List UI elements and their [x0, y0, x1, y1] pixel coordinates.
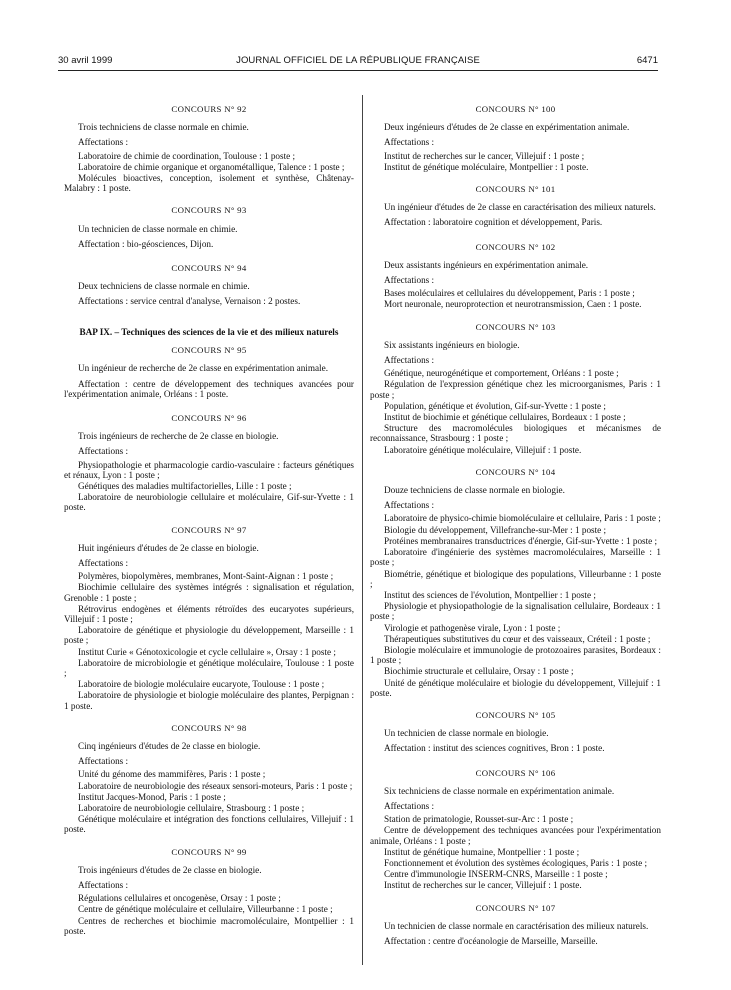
concours-intro: Un technicien de classe normale en chimie. — [78, 223, 238, 234]
affectation-line: Laboratoire génétique moléculaire, Villejuif : 1 poste. — [384, 444, 582, 455]
affectation-line: Structure des macromolécules biologiques et mécanismes de reconnaissance, Strasbourg : 1 poste ; — [370, 423, 661, 444]
affectation-line: Régulations cellulaires et oncogenèse, Orsay : 1 poste ; — [78, 893, 281, 904]
block-spacer — [64, 310, 354, 321]
concours-intro: Douze techniciens de classe normale en biologie. — [384, 485, 565, 496]
affectation-line: Laboratoire de microbiologie et génétique moléculaire, Toulouse : 1 poste ; — [64, 657, 354, 679]
concours-affectation: Affectations : — [384, 275, 435, 286]
affectation-line: Protéines membranaires transductrices d'énergie, Gif-sur-Yvette : 1 poste ; — [384, 535, 658, 546]
affectation-line: Unité du génome des mammifères, Paris : 1 poste ; — [78, 769, 266, 780]
affectation-line: Station de primatologie, Rousset-sur-Arc : 1 poste ; — [384, 814, 574, 825]
affectation-line: Institut de recherches sur le cancer, Villejuif : 1 poste. — [384, 880, 582, 891]
concours-title: CONCOURS N° 105 — [475, 709, 556, 720]
affectation-line: Fonctionnement et évolution des systèmes écologiques, Paris : 1 poste ; — [384, 857, 648, 868]
affectation-line: Physiologie et physiopathologie de la signalisation cellulaire, Bordeaux : 1 poste ; — [370, 601, 661, 622]
concours-block — [64, 723, 354, 835]
concours-title: CONCOURS N° 103 — [475, 321, 556, 332]
affectation-line: Bases moléculaires et cellulaires du développement, Paris : 1 poste ; — [384, 288, 635, 299]
concours-block — [370, 710, 661, 754]
affectation-line: Rétrovirus endogènes et éléments rétroïdes des eucaryotes supérieurs, Villejuif : 1 poste ; — [64, 603, 354, 624]
concours-intro: Deux ingénieurs d'études de 2e classe en expérimentation animale. — [384, 122, 630, 133]
concours-intro: Un technicien de classe normale en caractérisation des milieux naturels. — [384, 920, 649, 931]
concours-block — [64, 263, 354, 307]
affectation-line: Laboratoire de physico-chimie biomoléculaire et cellulaire, Paris : 1 poste ; — [384, 513, 661, 524]
concours-intro: Deux techniciens de classe normale en chimie. — [78, 281, 250, 292]
concours-block — [64, 413, 354, 513]
concours-intro: Six assistants ingénieurs en biologie. — [384, 339, 520, 350]
concours-title: CONCOURS N° 104 — [475, 466, 556, 477]
concours-intro: Un ingénieur de recherche de 2e classe en expérimentation animale. — [78, 363, 328, 374]
concours-block — [64, 847, 354, 936]
affectation-line: Unité de génétique moléculaire et biologie du développement, Villejuif : 1 poste. — [370, 677, 661, 698]
concours-affectation: Affectations : — [78, 137, 129, 148]
concours-title: CONCOURS N° 95 — [171, 345, 247, 356]
concours-intro: Un technicien de classe normale en biologie. — [384, 728, 549, 739]
concours-title: CONCOURS N° 94 — [171, 263, 247, 274]
block-spacer — [64, 712, 354, 723]
block-spacer — [370, 231, 661, 242]
header-date: 30 avril 1999 — [58, 55, 113, 66]
block-spacer — [370, 949, 661, 960]
concours-affectation: Affectation : institut des sciences cognitives, Bron : 1 poste. — [384, 743, 605, 754]
affectation-line: Centre d'immunologie INSERM-CNRS, Marseille : 1 poste ; — [384, 869, 608, 880]
affectation-line: Laboratoire de génétique et physiologie du développement, Marseille : 1 poste ; — [64, 625, 354, 646]
affectation-line: Génétiques des maladies multifactorielles, Lille : 1 poste ; — [78, 480, 292, 491]
block-spacer — [370, 892, 661, 903]
block-spacer — [64, 402, 354, 413]
concours-intro: Cinq ingénieurs d'études de 2e classe en biologie. — [78, 741, 261, 752]
affectation-line: Laboratoire de neurobiologie cellulaire et moléculaire, Gif-sur-Yvette : 1 poste. — [64, 492, 354, 513]
concours-affectation: Affectation : laboratoire cognition et développement, Paris. — [384, 217, 603, 228]
concours-block — [64, 345, 354, 399]
concours-affectation: Affectations : — [78, 557, 129, 568]
concours-block — [370, 104, 661, 172]
affectation-line: Institut Curie « Génotoxicologie et cycle cellulaire », Orsay : 1 poste ; — [78, 646, 336, 657]
affectation-line: Population, génétique et évolution, Gif-sur-Yvette : 1 poste ; — [384, 400, 606, 411]
concours-title: CONCOURS N° 97 — [171, 524, 247, 535]
affectation-line: Polymères, biopolymères, membranes, Mont-Saint-Aignan : 1 poste ; — [78, 571, 334, 582]
concours-affectation: Affectations : — [384, 500, 435, 511]
concours-block — [64, 525, 354, 711]
concours-intro: Trois ingénieurs d'études de 2e classe en biologie. — [78, 864, 262, 875]
concours-block — [370, 903, 661, 947]
affectation-line: Laboratoire de physiologie et biologie moléculaire des plantes, Perpignan : 1 poste. — [64, 690, 354, 711]
concours-title: CONCOURS N° 92 — [171, 104, 247, 114]
affectation-line: Laboratoire de chimie de coordination, Toulouse : 1 poste ; — [78, 150, 296, 161]
concours-affectation: Affectation : centre d'océanologie de Marseille, Marseille. — [384, 935, 598, 946]
concours-title: CONCOURS N° 107 — [475, 902, 556, 913]
concours-block — [370, 768, 661, 891]
affectation-line: Laboratoire de neurobiologie cellulaire, Strasbourg : 1 poste ; — [78, 803, 305, 814]
affectation-line: Thérapeutiques substitutives du cœur et des vaisseaux, Créteil : 1 poste ; — [384, 633, 651, 644]
concours-intro: Deux assistants ingénieurs en expérimentation animale. — [384, 259, 589, 270]
block-spacer — [64, 514, 354, 525]
affectation-line: Institut Jacques-Monod, Paris : 1 poste ; — [78, 791, 226, 802]
affectation-line: Génétique moléculaire et intégration des fonctions cellulaires, Villejuif : 1 poste. — [64, 814, 354, 835]
affectation-line: Virologie et pathogenèse virale, Lyon : 1 poste ; — [384, 622, 561, 633]
affectation-line: Centre de développement des techniques avancées pour l'expérimentation animale, Orléans : 1 poste ; — [370, 825, 661, 846]
affectation-line: Génétique, neurogénétique et comportement, Orléans : 1 poste ; — [384, 368, 619, 379]
concours-title: CONCOURS N° 99 — [171, 846, 247, 857]
concours-title: CONCOURS N° 100 — [475, 104, 556, 114]
affectation-line: Biologie moléculaire et immunologie de protozoaires parasites, Bordeaux : 1 poste ; — [370, 644, 661, 666]
block-spacer — [370, 311, 661, 322]
concours-intro: Un ingénieur d'études de 2e classe en caractérisation des milieux naturels. — [384, 202, 656, 213]
affectation-line: Institut de biochimie et génétique cellulaires, Bordeaux : 1 poste ; — [384, 412, 626, 423]
block-spacer — [64, 252, 354, 263]
concours-affectation: Affectations : — [384, 137, 435, 148]
journal-title: JOURNAL OFFICIEL DE LA RÉPUBLIQUE FRANÇAISE — [236, 55, 480, 66]
affectation-line: Mort neuronale, neuroprotection et neurotransmission, Caen : 1 poste. — [384, 299, 642, 310]
affectation-line: Biochimie structurale et cellulaire, Orsay : 1 poste ; — [384, 666, 574, 677]
concours-title: CONCOURS N° 101 — [475, 184, 556, 195]
concours-title: CONCOURS N° 98 — [171, 722, 247, 733]
affectation-line: Laboratoire de biologie moléculaire eucaryote, Toulouse : 1 poste ; — [78, 679, 325, 690]
header-rule — [58, 70, 658, 71]
right-column — [370, 104, 661, 960]
affectation-line: Institut de recherches sur le cancer, Villejuif : 1 poste ; — [384, 150, 585, 161]
affectation-line: Institut de génétique humaine, Montpellier : 1 poste ; — [384, 846, 580, 857]
block-spacer — [64, 937, 354, 948]
concours-title: CONCOURS N° 106 — [475, 767, 556, 778]
concours-block — [64, 104, 354, 193]
concours-block — [370, 322, 661, 455]
block-spacer — [370, 173, 661, 184]
concours-affectation: Affectation : centre de développement des techniques avancées pour l'expérimentation animale, Orléans : 1 poste. — [64, 378, 354, 399]
concours-affectation: Affectations : — [78, 880, 129, 891]
left-column — [64, 104, 354, 948]
concours-affectation: Affectation : bio-géosciences, Dijon. — [78, 238, 214, 249]
concours-intro: Six techniciens de classe normale en expérimentation animale. — [384, 785, 615, 796]
block-spacer — [64, 194, 354, 205]
block-spacer — [370, 456, 661, 467]
concours-block — [370, 242, 661, 310]
concours-title: CONCOURS N° 93 — [171, 205, 247, 216]
affectation-line: Centre de génétique moléculaire et cellulaire, Villeurbanne : 1 poste ; — [78, 904, 333, 915]
concours-block — [370, 467, 661, 698]
affectation-line: Centres de recherches et biochimie macromoléculaire, Montpellier : 1 poste. — [64, 915, 354, 936]
concours-title: CONCOURS N° 102 — [475, 241, 556, 252]
page-number: 6471 — [636, 55, 658, 66]
concours-affectation: Affectations : — [384, 355, 435, 366]
affectation-line: Laboratoire de chimie organique et organométallique, Talence : 1 poste ; — [78, 161, 345, 172]
block-spacer — [370, 699, 661, 710]
concours-block — [64, 205, 354, 249]
affectation-line: Laboratoire de neurobiologie des réseaux sensori-moteurs, Paris : 1 poste ; — [78, 780, 353, 791]
block-spacer — [64, 836, 354, 847]
concours-intro: Trois ingénieurs de recherche de 2e classe en biologie. — [78, 431, 279, 442]
column-divider — [362, 95, 363, 965]
affectation-line: Institut de génétique moléculaire, Montpellier : 1 poste. — [384, 161, 589, 172]
concours-affectation: Affectations : — [384, 800, 435, 811]
concours-block — [370, 184, 661, 228]
block-spacer — [370, 757, 661, 768]
concours-title: CONCOURS N° 96 — [171, 412, 247, 423]
affectation-line: Molécules bioactives, conception, isolement et synthèse, Châtenay-Malabry : 1 poste. — [64, 173, 354, 194]
section-heading: BAP IX. – Techniques des sciences de la vie et des milieux naturels — [79, 326, 339, 337]
affectation-line: Institut des sciences de l'évolution, Montpellier : 1 poste ; — [384, 589, 596, 600]
affectation-line: Biochimie cellulaire des systèmes intégrés : signalisation et régulation, Grenoble : 1 poste ; — [64, 582, 354, 603]
concours-affectation: Affectations : — [78, 446, 129, 457]
affectation-line: Laboratoire d'ingénierie des systèmes macromoléculaires, Marseille : 1 poste ; — [370, 547, 661, 568]
concours-affectation: Affectations : — [78, 756, 129, 767]
concours-intro: Trois techniciens de classe normale en chimie. — [78, 122, 249, 133]
affectation-line: Biologie du développement, Villefranche-sur-Mer : 1 poste ; — [384, 524, 607, 535]
affectation-line: Biométrie, génétique et biologique des populations, Villeurbanne : 1 poste ; — [370, 568, 661, 589]
concours-affectation: Affectations : service central d'analyse, Vernaison : 2 postes. — [78, 296, 301, 307]
affectation-line: Physiopathologie et pharmacologie cardio-vasculaire : facteurs génétiques et rénaux, Lyon : 1 poste ; — [64, 459, 354, 480]
page-header — [58, 55, 658, 71]
affectation-line: Régulation de l'expression génétique chez les microorganismes, Paris : 1 poste ; — [370, 379, 661, 400]
concours-intro: Huit ingénieurs d'études de 2e classe en biologie. — [78, 542, 259, 553]
